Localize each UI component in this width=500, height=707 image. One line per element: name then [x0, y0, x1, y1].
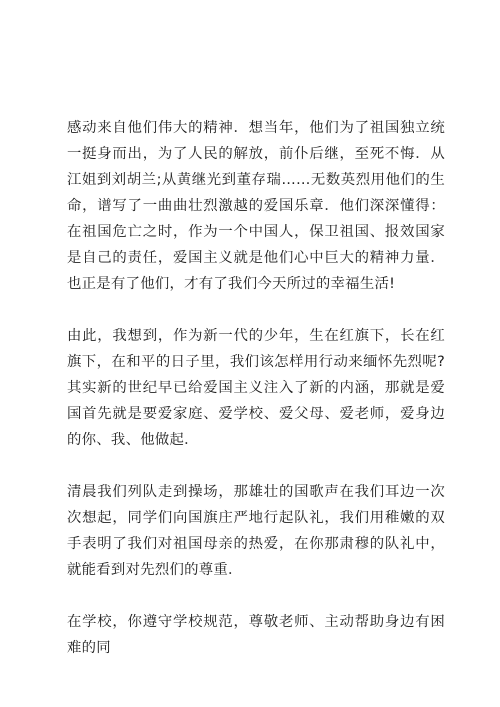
paragraph: 感动来自他们伟大的精神．想当年，他们为了祖国独立统一挺身而出，为了人民的解放，前仆后继，至死不悔．从江姐到刘胡兰;从黄继光到董存瑞……无数英烈用他们的生命，谱写了一曲曲壮烈激越的爱国乐章．他们深深懂得：在祖国危亡之时，作为一个中国人，保卫祖国、报效国家是自己的责任，爱国主义就是他们心中巨大的精神力量．也正是有了他们，才有了我们今天所过的幸福生活! — [67, 120, 445, 292]
paragraph: 清晨我们列队走到操场，那雄壮的国歌声在我们耳边一次次想起，同学们向国旗庄严地行起队礼，我们用稚嫩的双手表明了我们对祖国母亲的热爱，在你那肃穆的队礼中，就能看到对先烈们的尊重． — [67, 484, 445, 578]
document-page — [67, 115, 445, 661]
paragraph: 在学校，你遵守学校规范，尊敬老师、主动帮助身边有困难的同 — [67, 614, 445, 656]
paragraph: 由此，我想到，作为新一代的少年，生在红旗下，长在红旗下，在和平的日子里，我们该怎样用行动来缅怀先烈呢?其实新的世纪早已给爱国主义注入了新的内涵，那就是爱国首先就是要爱家庭、爱学校、爱父母、爱老师，爱身边的你、我、他做起． — [67, 328, 445, 448]
